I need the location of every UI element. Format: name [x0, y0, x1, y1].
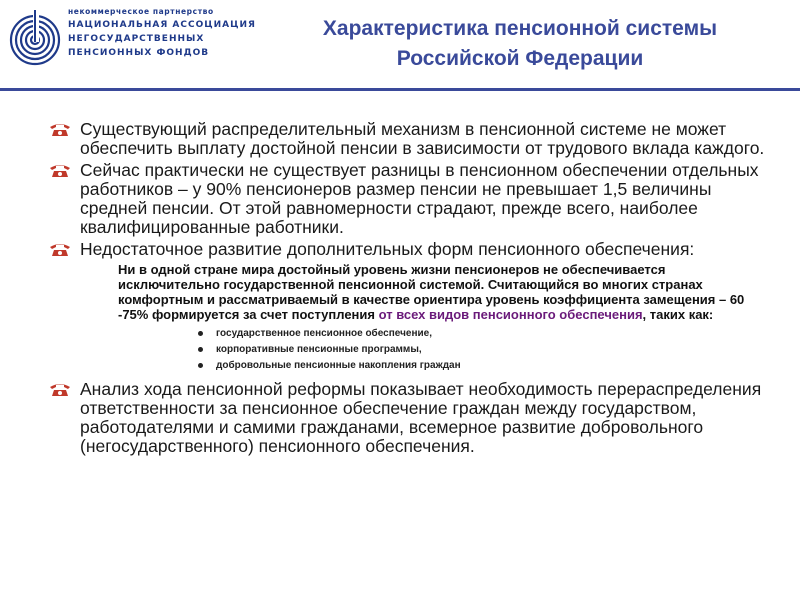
bullet-dot-icon: [198, 331, 203, 336]
sub-text-after: , таких как:: [642, 307, 714, 322]
sub-list-text: государственное пенсионное обеспечение,: [216, 328, 432, 339]
logo-line: некоммерческое партнерство: [68, 7, 214, 16]
bullet-text: Недостаточное развитие дополнительных форм пенсионного обеспечения:: [80, 239, 695, 259]
logo-line: ПЕНСИОННЫХ ФОНДОВ: [68, 48, 210, 58]
sub-list-item: [198, 326, 748, 342]
sub-paragraph: [118, 262, 748, 374]
sub-list-text: корпоративные пенсионные программы,: [216, 344, 422, 355]
sub-highlight: от всех видов пенсионного обеспечения: [378, 307, 643, 322]
slide-header: [0, 0, 800, 91]
bullet-item: [48, 240, 768, 259]
bullet-item: [48, 380, 768, 456]
sub-list-item: [198, 358, 748, 374]
bullet-dot-icon: [198, 347, 203, 352]
telephone-icon: [48, 381, 72, 397]
bullet-dot-icon: [198, 363, 203, 368]
bullet-text: Сейчас практически не существует разницы в пенсионном обеспечении отдельных работников – у 90% пенсионеров размер пенсии не превышает 1,5 величины средней пенсии. От этой равномерности страдают, прежде всего, наиболее квалифицированные работники.: [80, 160, 759, 237]
association-logo: [6, 4, 256, 80]
sub-text-before: Ни в одной стране мира достойный уровень жизни пенсионеров не обеспечивается исключительно государственной пенсионной системой. Считающийся во многих странах комфортным и рассматриваемый в качестве ориентира уровень коэффициента замещения – 60 -75% формируется за счет поступления: [118, 262, 745, 322]
logo-line: НАЦИОНАЛЬНАЯ АССОЦИАЦИЯ: [68, 20, 256, 30]
slide-title-line2: Российской Федерации: [396, 47, 644, 70]
slide-title: [250, 14, 790, 74]
bullet-item: [48, 120, 768, 158]
bullet-text: Существующий распределительный механизм в пенсионной системе не может обеспечить выплату достойной пенсии в зависимости от трудового вклада каждого.: [80, 119, 765, 158]
sub-list-item: [198, 342, 748, 358]
slide-title-line1: Характеристика пенсионной системы: [322, 17, 718, 40]
telephone-icon: [48, 162, 72, 178]
slide-content: [48, 120, 768, 459]
logo-line: НЕГОСУДАРСТВЕННЫХ: [68, 34, 205, 44]
telephone-icon: [48, 241, 72, 257]
bullet-text: Анализ хода пенсионной реформы показывает необходимость перераспределения ответственности за пенсионное обеспечение граждан между государством, работодателями и самими гражданами, всемерное развитие добровольного (негосударственного) пенсионного обеспечения.: [80, 379, 762, 456]
sub-list: [198, 326, 748, 374]
sub-list-text: добровольные пенсионные накопления граждан: [216, 360, 461, 371]
telephone-icon: [48, 121, 72, 137]
logo-text: [68, 6, 256, 60]
spiral-logo-icon: [6, 4, 64, 76]
bullet-item: [48, 161, 768, 237]
